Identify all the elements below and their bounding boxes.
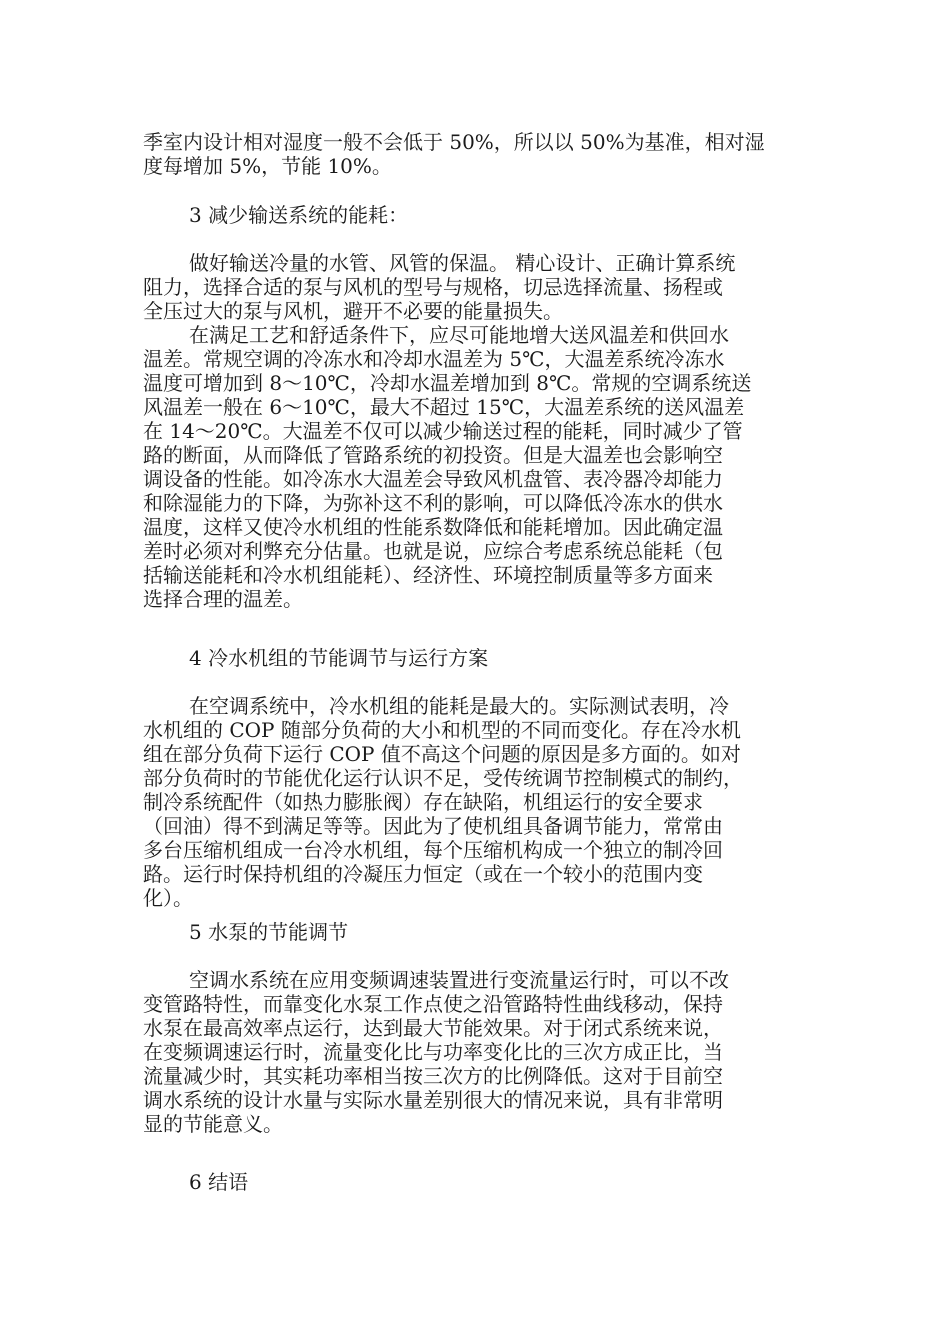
section-5-heading: 5 水泵的节能调节 <box>189 920 349 944</box>
text-line: 显的节能意义。 <box>143 1112 283 1136</box>
section-6-heading: 6 结语 <box>189 1170 249 1194</box>
text-line: 差时必须对利弊充分估量。也就是说，应综合考虑系统总能耗（包 <box>143 539 723 563</box>
text-line: 温度，这样又使冷水机组的性能系数降低和能耗增加。因此确定温 <box>143 515 723 539</box>
text-line: 空调水系统在应用变频调速装置进行变流量运行时，可以不改 <box>189 968 729 992</box>
text-line: 调设备的性能。如冷冻水大温差会导致风机盘管、表冷器冷却能力 <box>143 467 723 491</box>
intro-paragraph <box>143 130 813 178</box>
text-line: 路的断面，从而降低了管路系统的初投资。但是大温差也会影响空 <box>143 443 723 467</box>
text-line: 水泵在最高效率点运行，达到最大节能效果。对于闭式系统来说， <box>143 1016 723 1040</box>
section-4-paragraph-1 <box>143 694 813 910</box>
text-line: 全压过大的泵与风机，避开不必要的能量损失。 <box>143 299 563 323</box>
text-line: 季室内设计相对湿度一般不会低于 50%，所以以 50%为基准，相对湿 <box>143 130 765 154</box>
text-line: 度每增加 5%，节能 10%。 <box>143 154 392 178</box>
section-3-heading: 3 减少输送系统的能耗： <box>189 203 409 227</box>
section-4-heading: 4 冷水机组的节能调节与运行方案 <box>189 646 489 670</box>
text-line: 组在部分负荷下运行 COP 值不高这个问题的原因是多方面的。如对 <box>143 742 741 766</box>
section-3-paragraph-2 <box>143 323 813 611</box>
text-line: 制冷系统配件（如热力膨胀阀）存在缺陷，机组运行的安全要求 <box>143 790 703 814</box>
text-line: 和除湿能力的下降，为弥补这不利的影响，可以降低冷冻水的供水 <box>143 491 723 515</box>
text-line: 在空调系统中，冷水机组的能耗是最大的。实际测试表明，冷 <box>189 694 729 718</box>
text-line: 温差。常规空调的冷冻水和冷却水温差为 5℃，大温差系统冷冻水 <box>143 347 725 371</box>
text-line: 变管路特性，而靠变化水泵工作点使之沿管路特性曲线移动，保持 <box>143 992 723 1016</box>
text-line: 部分负荷时的节能优化运行认识不足，受传统调节控制模式的制约， <box>143 766 743 790</box>
text-line: 做好输送冷量的水管、风管的保温。 精心设计、正确计算系统 <box>189 251 736 275</box>
text-line: 选择合理的温差。 <box>143 587 303 611</box>
text-line: 在变频调速运行时，流量变化比与功率变化比的三次方成正比，当 <box>143 1040 723 1064</box>
text-line: 水机组的 COP 随部分负荷的大小和机型的不同而变化。存在冷水机 <box>143 718 741 742</box>
section-3-paragraph-1 <box>143 251 813 323</box>
text-line: 在 14～20℃。大温差不仅可以减少输送过程的能耗，同时减少了管 <box>143 419 743 443</box>
text-line: 风温差一般在 6～10℃，最大不超过 15℃，大温差系统的送风温差 <box>143 395 745 419</box>
text-line: 阻力，选择合适的泵与风机的型号与规格，切忌选择流量、扬程或 <box>143 275 723 299</box>
text-line: 温度可增加到 8～10℃，冷却水温差增加到 8℃。常规的空调系统送 <box>143 371 752 395</box>
text-line: 括输送能耗和冷水机组能耗）、经济性、环境控制质量等多方面来 <box>143 563 713 587</box>
text-line: 化）。 <box>143 886 193 910</box>
text-line: 流量减少时，其实耗功率相当按三次方的比例降低。这对于目前空 <box>143 1064 723 1088</box>
text-line: 调水系统的设计水量与实际水量差别很大的情况来说，具有非常明 <box>143 1088 723 1112</box>
text-line: 多台压缩机组成一台冷水机组，每个压缩机构成一个独立的制冷回 <box>143 838 723 862</box>
text-line: （回油）得不到满足等等。因此为了使机组具备调节能力，常常由 <box>143 814 723 838</box>
text-line: 在满足工艺和舒适条件下，应尽可能地增大送风温差和供回水 <box>189 323 729 347</box>
section-5-paragraph-1 <box>143 968 813 1136</box>
text-line: 路。运行时保持机组的冷凝压力恒定（或在一个较小的范围内变 <box>143 862 703 886</box>
